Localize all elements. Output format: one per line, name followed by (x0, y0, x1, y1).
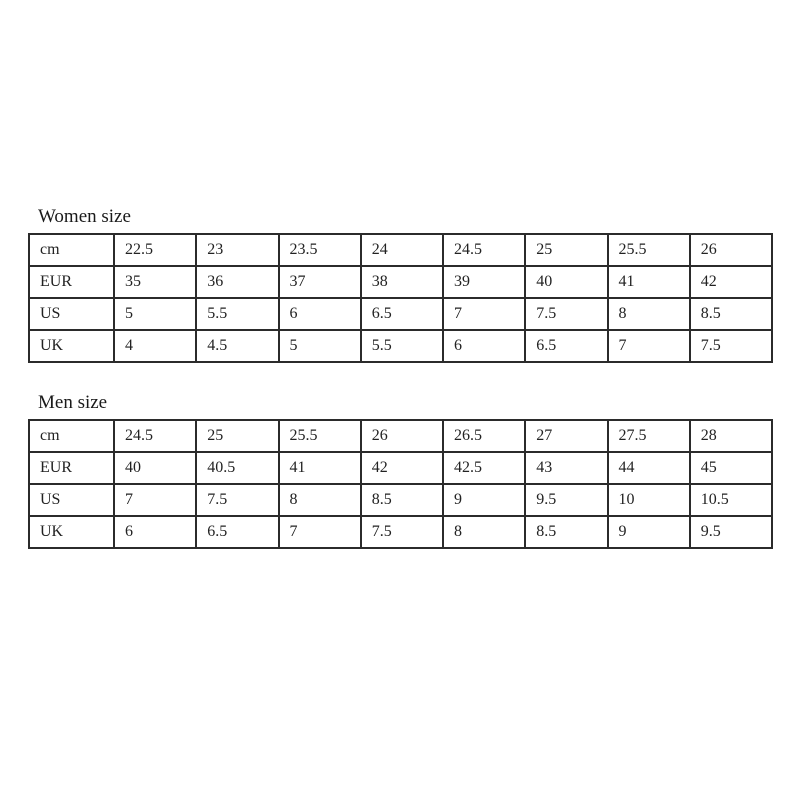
size-value-cell: 7.5 (690, 330, 772, 362)
size-chart-content (28, 205, 773, 577)
table-row-uk (29, 330, 772, 362)
size-value-cell: 24.5 (443, 234, 525, 266)
women-size-title: Women size (38, 206, 131, 227)
size-value-cell: 24.5 (114, 420, 196, 452)
size-value-cell: 7 (114, 484, 196, 516)
size-value-cell: 45 (690, 452, 772, 484)
size-value-cell: 6 (279, 298, 361, 330)
size-value-cell: 5.5 (196, 298, 278, 330)
size-value-cell: 38 (361, 266, 443, 298)
row-label-cell: cm (29, 234, 114, 266)
size-value-cell: 27 (525, 420, 607, 452)
row-label-cell: US (29, 298, 114, 330)
men-size-title: Men size (38, 392, 108, 413)
size-value-cell: 39 (443, 266, 525, 298)
size-value-cell: 26 (361, 420, 443, 452)
table-row-us (29, 484, 772, 516)
table-row-cm (29, 234, 772, 266)
size-value-cell: 5.5 (361, 330, 443, 362)
size-value-cell: 40.5 (196, 452, 278, 484)
size-value-cell: 7 (608, 330, 690, 362)
size-value-cell: 8.5 (361, 484, 443, 516)
size-value-cell: 23.5 (279, 234, 361, 266)
row-label-cell: UK (29, 330, 114, 362)
size-value-cell: 8.5 (690, 298, 772, 330)
size-value-cell: 25.5 (608, 234, 690, 266)
size-value-cell: 25 (196, 420, 278, 452)
size-value-cell: 28 (690, 420, 772, 452)
size-value-cell: 8 (608, 298, 690, 330)
size-value-cell: 4 (114, 330, 196, 362)
size-value-cell: 25 (525, 234, 607, 266)
size-value-cell: 8.5 (525, 516, 607, 548)
size-value-cell: 23 (196, 234, 278, 266)
size-value-cell: 43 (525, 452, 607, 484)
size-value-cell: 6 (114, 516, 196, 548)
size-value-cell: 5 (279, 330, 361, 362)
size-value-cell: 41 (279, 452, 361, 484)
size-value-cell: 5 (114, 298, 196, 330)
row-label-cell: US (29, 484, 114, 516)
size-value-cell: 36 (196, 266, 278, 298)
size-value-cell: 7.5 (196, 484, 278, 516)
size-value-cell: 10.5 (690, 484, 772, 516)
size-value-cell: 24 (361, 234, 443, 266)
size-value-cell: 44 (608, 452, 690, 484)
size-value-cell: 26.5 (443, 420, 525, 452)
size-value-cell: 6.5 (361, 298, 443, 330)
table-row-cm (29, 420, 772, 452)
size-value-cell: 7 (443, 298, 525, 330)
size-value-cell: 27.5 (608, 420, 690, 452)
row-label-cell: EUR (29, 266, 114, 298)
table-row-uk (29, 516, 772, 548)
size-value-cell: 42 (690, 266, 772, 298)
size-value-cell: 7.5 (525, 298, 607, 330)
table-row-us (29, 298, 772, 330)
row-label-cell: UK (29, 516, 114, 548)
size-value-cell: 9.5 (690, 516, 772, 548)
women-size-table (28, 233, 773, 363)
size-value-cell: 9 (443, 484, 525, 516)
size-value-cell: 40 (114, 452, 196, 484)
size-value-cell: 7 (279, 516, 361, 548)
size-value-cell: 37 (279, 266, 361, 298)
size-value-cell: 10 (608, 484, 690, 516)
size-value-cell: 8 (443, 516, 525, 548)
size-value-cell: 9 (608, 516, 690, 548)
table-row-eur (29, 452, 772, 484)
table-row-eur (29, 266, 772, 298)
size-value-cell: 41 (608, 266, 690, 298)
size-value-cell: 8 (279, 484, 361, 516)
men-size-table (28, 419, 773, 549)
size-value-cell: 7.5 (361, 516, 443, 548)
size-value-cell: 6.5 (196, 516, 278, 548)
size-value-cell: 26 (690, 234, 772, 266)
size-value-cell: 40 (525, 266, 607, 298)
size-value-cell: 22.5 (114, 234, 196, 266)
size-value-cell: 9.5 (525, 484, 607, 516)
size-value-cell: 25.5 (279, 420, 361, 452)
size-value-cell: 6.5 (525, 330, 607, 362)
size-value-cell: 35 (114, 266, 196, 298)
size-value-cell: 4.5 (196, 330, 278, 362)
size-value-cell: 6 (443, 330, 525, 362)
row-label-cell: cm (29, 420, 114, 452)
row-label-cell: EUR (29, 452, 114, 484)
size-value-cell: 42 (361, 452, 443, 484)
size-value-cell: 42.5 (443, 452, 525, 484)
